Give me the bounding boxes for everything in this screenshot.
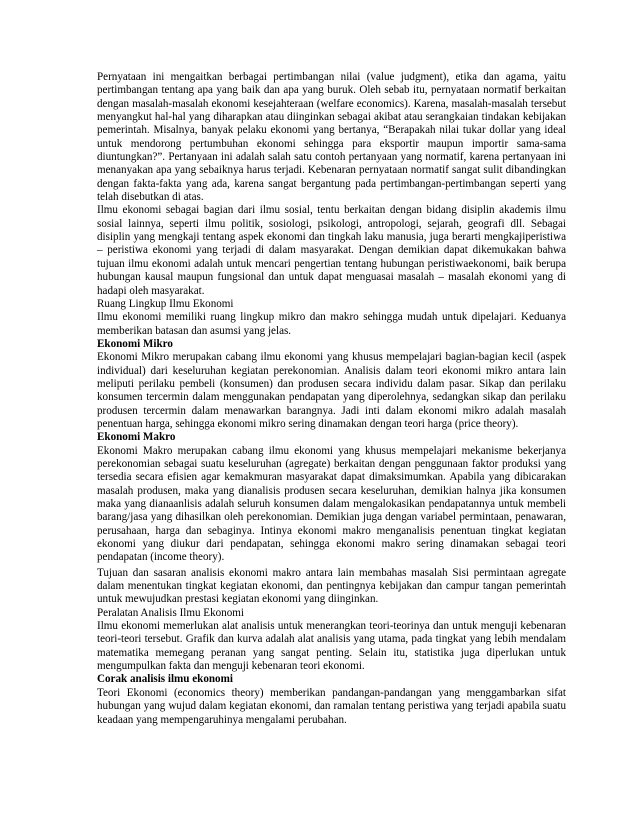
paragraph-tujuan-makro: Tujuan dan sasaran analisis ekonomi makro antara lain membahas masalah Sisi permintaan agregate dalam menentukan tingkat kegiatan ekonomi, dan pentingnya kebijakan dan campur tangan pemerintah untuk mewujudkan prestasi kegiatan ekonomi yang diinginkan.: [97, 566, 566, 606]
document-page: [97, 71, 566, 727]
paragraph-ekonomi-makro: Ekonomi Makro merupakan cabang ilmu ekonomi yang khusus mempelajari mekanisme bekerjanya perekonomian sebagai suatu keseluruhan (agregate) berkaitan dengan penggunaan faktor produksi yang tersedia secara efisien agar kemakmuran masyarakat dapat dimaksimumkan. Apabila yang dibicarakan masalah produsen, maka yang dianalisis produsen secara keseluruhan, demikian halnya jika konsumen maka yang dianaanlisis adalah seluruh konsumen dalam mengalokasikan pendapatannya untuk membeli barang/jasa yang dihasilkan oleh perekonomian. Demikian juga dengan variabel permintaan, penawaran, perusahaan, harga dan sebaginya. Intinya ekonomi makro menganalisis penentuan tingkat kegiatan ekonomi yang diukur dari pendapatan, sehingga ekonomi makro sering dinamakan sebagai teori pendapatan (income theory).: [97, 444, 566, 564]
heading-peralatan-analisis: Peralatan Analisis Ilmu Ekonomi: [97, 606, 244, 619]
heading-ekonomi-mikro: Ekonomi Mikro: [97, 337, 173, 350]
paragraph-ekonomi-mikro: Ekonomi Mikro merupakan cabang ilmu ekonomi yang khusus mempelajari bagian-bagian kecil (aspek individual) dari keseluruhan kegiatan perekonomian. Analisis dalam teori ekonomi mikro antara lain meliputi perilaku pembeli (konsumen) dan produsen secara individu dalam pasar. Sikap dan perilaku konsumen tercermin dalam menggunakan pendapatan yang diperolehnya, sedangkan sikap dan perilaku produsen tercermin dalam menawarkan barangnya. Jadi inti dalam ekonomi mikro adalah masalah penentuan harga, sehingga ekonomi mikro sering dinamakan dengan teori harga (price theory).: [97, 351, 566, 430]
paragraph-corak-analisis: Teori Ekonomi (economics theory) memberikan pandangan-pandangan yang menggambarkan sifat hubungan yang wujud dalam kegiatan ekonomi, dan ramalan tentang peristiwa yang terjadi apabila suatu keadaan yang mempengaruhinya mengalami perubahan.: [97, 686, 566, 726]
heading-ruang-lingkup: Ruang Lingkup Ilmu Ekonomi: [97, 297, 234, 310]
heading-corak-analisis: Corak analisis ilmu ekonomi: [97, 673, 233, 686]
heading-ekonomi-makro: Ekonomi Makro: [97, 431, 176, 444]
paragraph-normative-statement: Pernyataan ini mengaitkan berbagai pertimbangan nilai (value judgment), etika dan agama, yaitu pertimbangan tentang apa yang baik dan apa yang buruk. Oleh sebab itu, pernyataan normatif berkaitan dengan masalah-masalah ekonomi kesejahteraan (welfare economics). Karena, masalah-masalah tersebut menyangkut hal-hal yang diharapkan atau diinginkan sebagai akibat atau serangkaian tindakan kebijakan pemerintah. Misalnya, banyak pelaku ekonomi yang bertanya, “Berapakah nilai tukar dollar yang ideal untuk mendorong pertumbuhan ekonomi sehingga para eksportir maupun importir sama-sama diuntungkan?”. Pertanyaan ini adalah salah satu contoh pertanyaan yang normatif, karena pertanyaan ini menanyakan apa yang sebaiknya harus terjadi. Kebenaran pernyataan normatif sangat sulit dibandingkan dengan fakta-fakta yang ada, karena sangat bergantung pada pertimbangan-pertimbangan seperti yang telah disebutkan di atas.: [97, 71, 566, 204]
paragraph-ruang-lingkup: Ilmu ekonomi memiliki ruang lingkup mikro dan makro sehingga mudah untuk dipelajari. Keduanya memberikan batasan dan asumsi yang jelas.: [97, 311, 566, 337]
paragraph-economics-social-science: Ilmu ekonomi sebagai bagian dari ilmu sosial, tentu berkaitan dengan bidang disiplin akademis ilmu sosial lainnya, seperti ilmu politik, sosiologi, psikologi, antropologi, sejarah, geografi dll. Sebagai disiplin yang mengkaji tentang aspek ekonomi dan tingkah laku manusia, juga berarti mengkajiperistiwa – peristiwa ekonomi yang terjadi di dalam masyarakat. Dengan demikian dapat dikemukakan bahwa tujuan ilmu ekonomi adalah untuk mencari pengertian tentang hubungan peristiwaekonomi, baik berupa hubungan kausal maupun fungsional dan untuk dapat menguasai masalah – masalah ekonomi yang di hadapi oleh masyarakat.: [97, 204, 566, 297]
paragraph-peralatan-analisis: Ilmu ekonomi memerlukan alat analisis untuk menerangkan teori-teorinya dan untuk menguji kebenaran teori-teori tersebut. Grafik dan kurva adalah alat analisis yang utama, pada tingkat yang lebih mendalam matematika memegang peranan yang sangat penting. Selain itu, statistika juga diperlukan untuk mengumpulkan fakta dan menguji kebenaran teori ekonomi.: [97, 620, 566, 673]
